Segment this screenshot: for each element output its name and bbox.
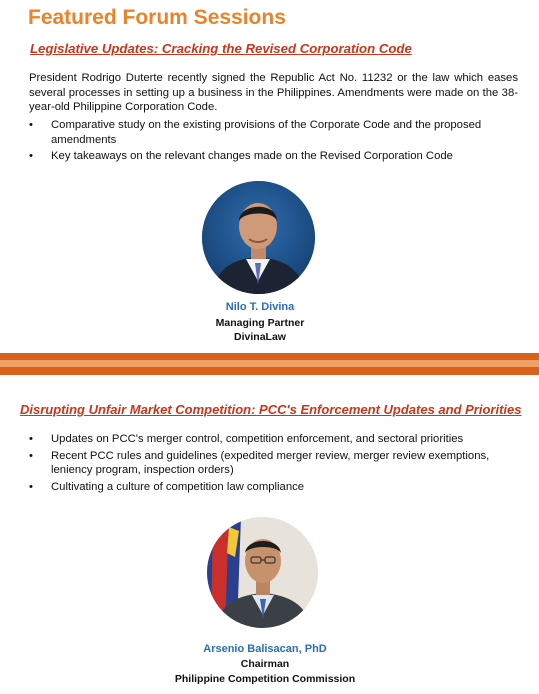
speaker-1-name: Nilo T. Divina: [225, 301, 295, 313]
session-1-bullet-2: • Key takeaways on the relevant changes made on the Revised Corporation Code: [29, 149, 519, 164]
session-2-title: Disrupting Unfair Market Competition: PCC's Enforcement Updates and Priorities: [20, 402, 522, 417]
page-title: Featured Forum Sessions: [28, 6, 286, 29]
speaker-2-organization: Philippine Competition Commission: [174, 673, 356, 685]
session-1-bullet-list: [29, 118, 519, 166]
section-divider-top: [0, 353, 539, 360]
session-2-bullet-1: • Updates on PCC's merger control, competition enforcement, and sectoral priorities: [29, 432, 519, 447]
section-divider-middle: [0, 360, 539, 367]
speaker-2-photo: [207, 517, 318, 628]
session-2-bullet-3: • Cultivating a culture of competition law compliance: [29, 480, 519, 495]
session-1-title: Legislative Updates: Cracking the Revised Corporation Code: [30, 41, 412, 56]
session-1-description: President Rodrigo Duterte recently signed the Republic Act No. 11232 or the law which eases several processes in setting up a business in the Philippines. Amendments were made on the 38-year-old Philippine Corporation Code.: [29, 72, 518, 113]
speaker-1-role: Managing Partner: [215, 317, 305, 329]
session-2-bullet-2: • Recent PCC rules and guidelines (expedited merger review, merger review exemptions, leniency program, inspection orders): [29, 449, 519, 478]
speaker-1-photo: [202, 181, 315, 294]
speaker-1-organization: DivinaLaw: [234, 331, 286, 343]
speaker-2-name: Arsenio Balisacan, PhD: [203, 643, 327, 655]
session-2-bullet-list: [29, 432, 519, 496]
section-divider-bottom: [0, 367, 539, 375]
speaker-2-role: Chairman: [240, 658, 290, 670]
session-1-bullet-1: • Comparative study on the existing provisions of the Corporate Code and the proposed amendments: [29, 118, 519, 147]
